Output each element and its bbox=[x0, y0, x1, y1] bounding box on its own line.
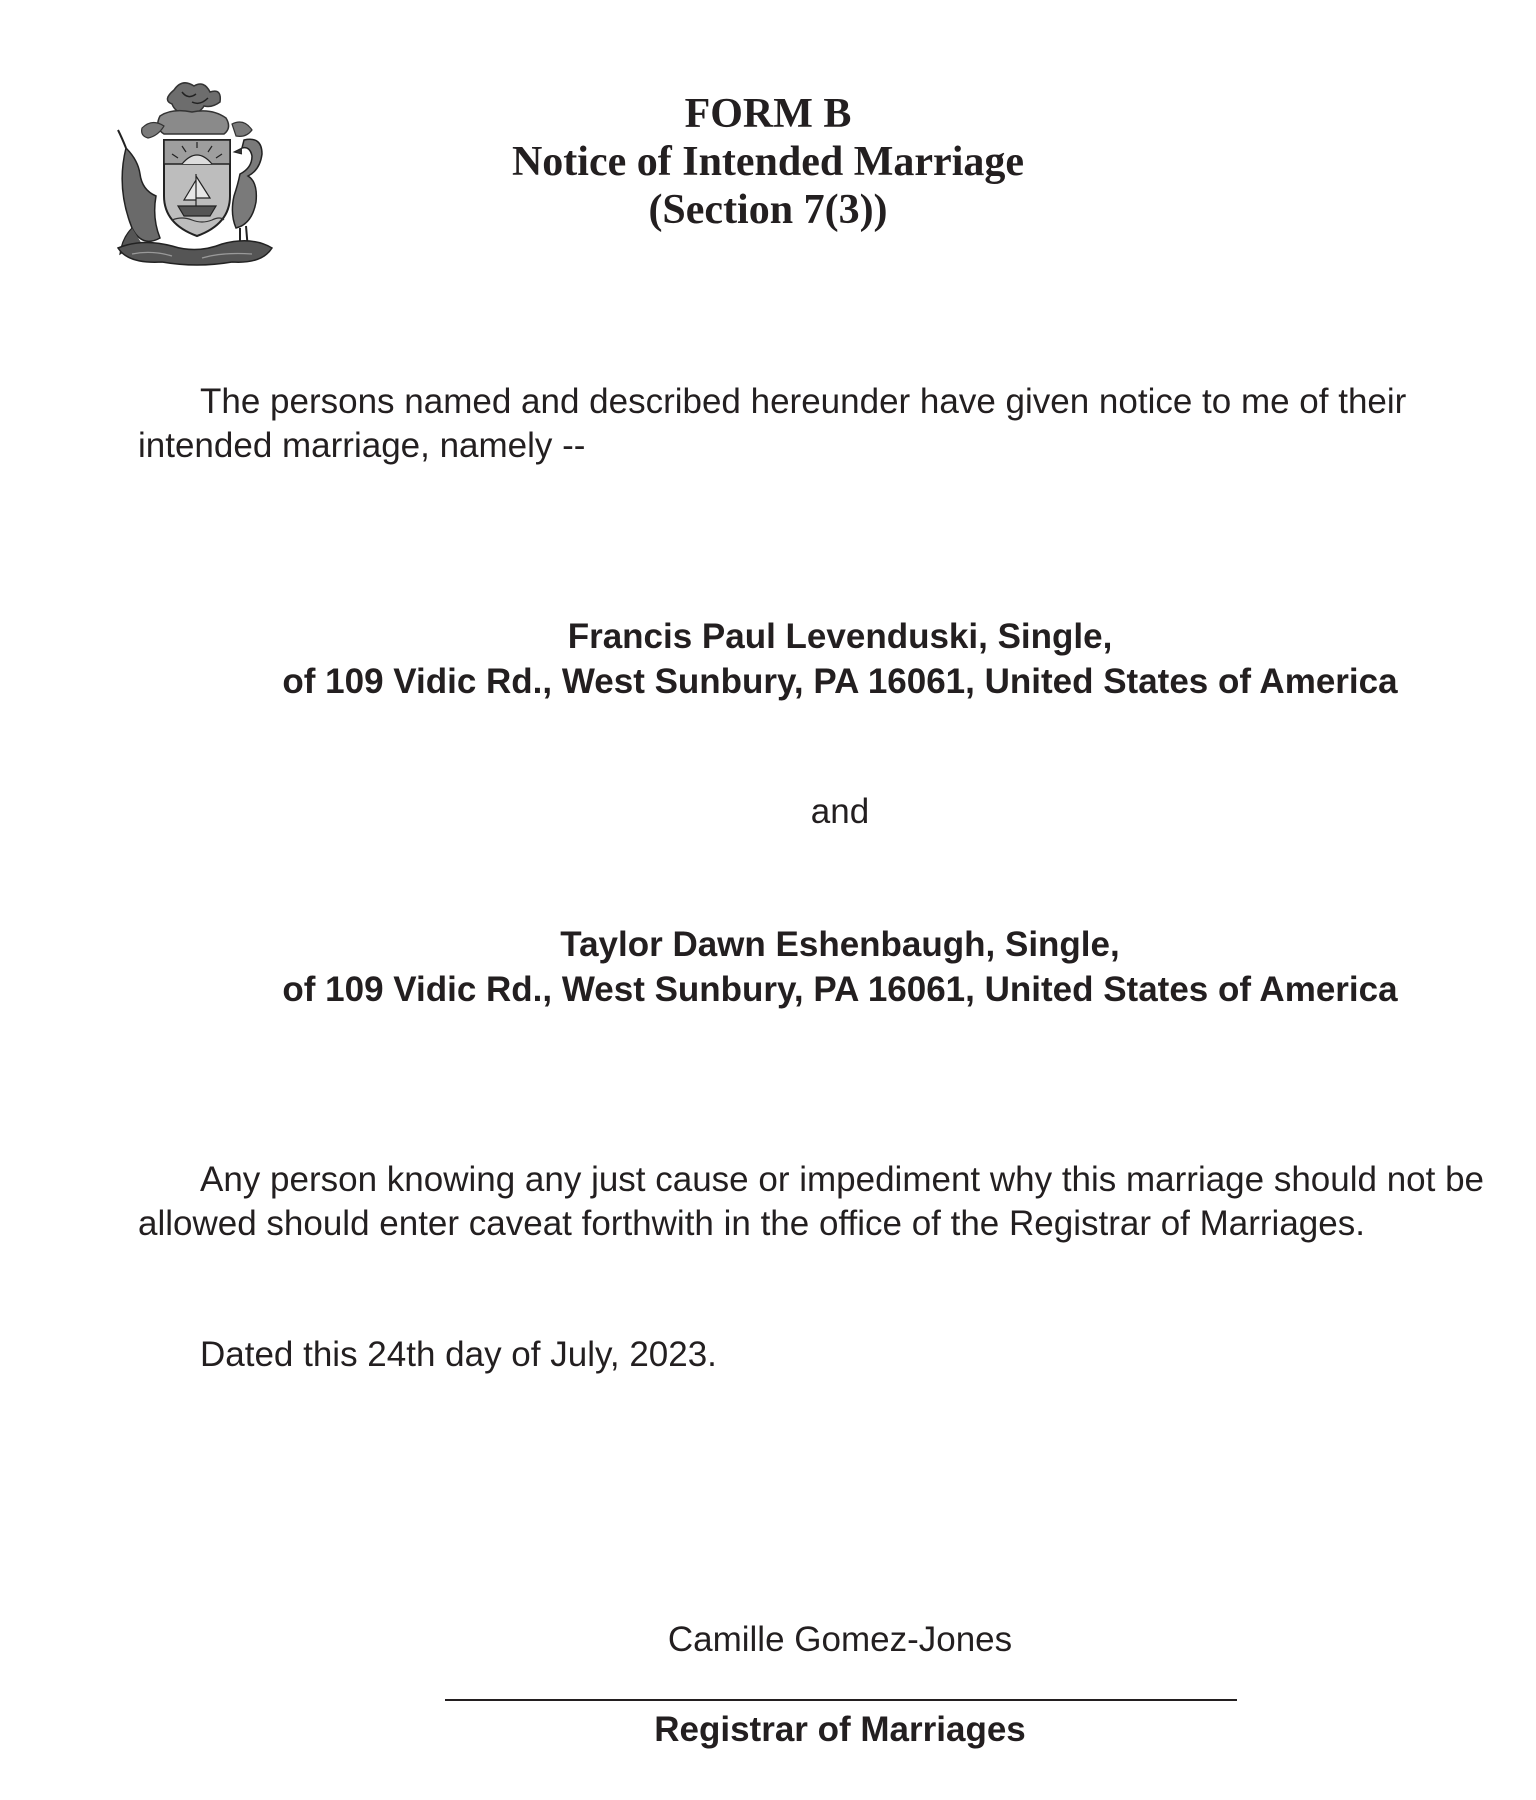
dated-line: Dated this 24th day of July, 2023. bbox=[200, 1335, 717, 1374]
registrar-title: Registrar of Marriages bbox=[654, 1710, 1026, 1749]
intro-paragraph bbox=[138, 380, 1518, 468]
form-title: Notice of Intended Marriage bbox=[511, 139, 1025, 185]
party-two-name: Taylor Dawn Eshenbaugh, Single, bbox=[560, 925, 1120, 964]
caveat-text: Any person knowing any just cause or impediment why this marriage should not be allowed should enter caveat forthwith in the office of the Registrar of Marriages. bbox=[138, 1160, 1485, 1243]
party-one bbox=[0, 614, 1536, 704]
party-two bbox=[0, 922, 1536, 1012]
form-label: FORM B bbox=[684, 91, 852, 137]
form-header bbox=[0, 90, 1536, 234]
caveat-paragraph bbox=[138, 1158, 1518, 1246]
intro-text: The persons named and described hereunder have given notice to me of their intended marriage, namely -- bbox=[138, 382, 1407, 465]
party-one-address: of 109 Vidic Rd., West Sunbury, PA 16061, United States of America bbox=[282, 662, 1398, 701]
signatory-name: Camille Gomez-Jones bbox=[667, 1620, 1013, 1659]
conjunction: and bbox=[810, 792, 870, 831]
party-one-name: Francis Paul Levenduski, Single, bbox=[567, 617, 1113, 656]
form-section: (Section 7(3)) bbox=[648, 187, 888, 233]
signature-line bbox=[445, 1699, 1237, 1701]
party-two-address: of 109 Vidic Rd., West Sunbury, PA 16061, United States of America bbox=[282, 970, 1398, 1009]
